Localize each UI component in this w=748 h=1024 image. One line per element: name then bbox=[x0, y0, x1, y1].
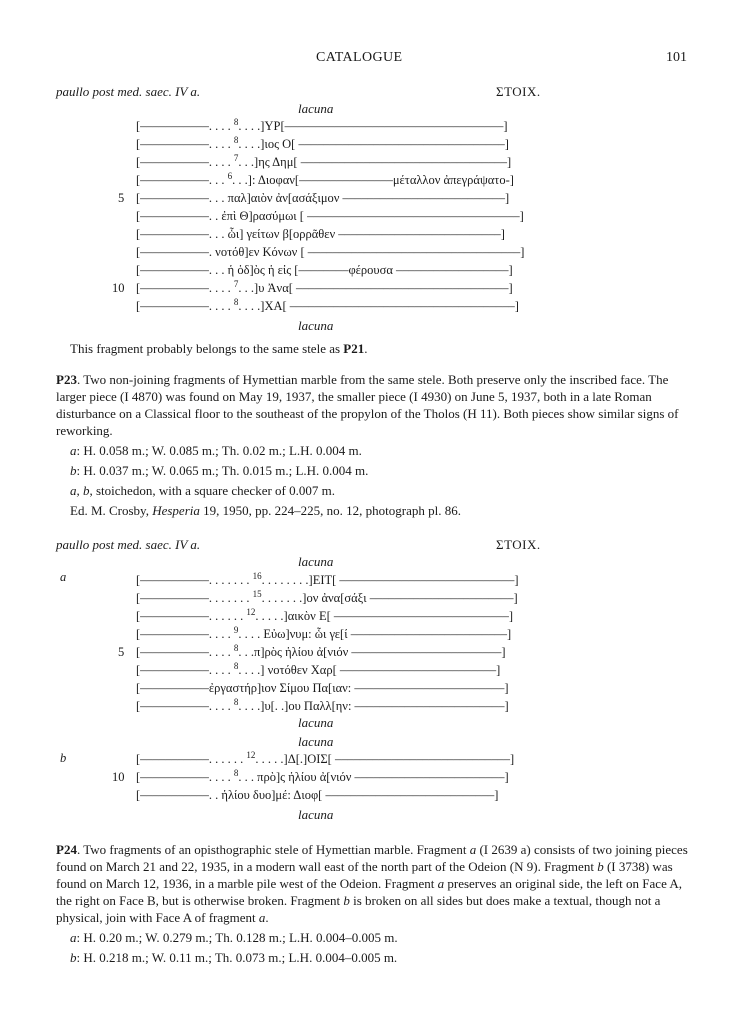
lacuna-label: lacuna bbox=[298, 101, 334, 116]
running-header: CATALOGUE bbox=[316, 50, 403, 65]
fragment-a-label: a bbox=[60, 570, 67, 584]
stoichedon-label: ΣΤΟΙΧ. bbox=[496, 84, 541, 99]
inscription-line: [–––––––––––. . . . $^8$. . . .] νοτόθεν Χαρ[ –––––––––––––––––––––––––] bbox=[136, 661, 501, 677]
inscription-line: [–––––––––––. . . . $^9$. . . . Εὐω]νυμ: ὧι γε[ί –––––––––––––––––––––––––] bbox=[136, 625, 512, 641]
line-number: 5 bbox=[118, 645, 125, 659]
letter-count: 16 bbox=[252, 571, 262, 581]
letter-count: 8 bbox=[233, 135, 239, 145]
inscription-line: [–––––––––––. . . . $^8$. . . .]υ[. .]ου Παλλ[ην: ––––––––––––––––––––––––] bbox=[136, 697, 509, 713]
lacuna-label: lacuna bbox=[298, 807, 334, 822]
letter-count: 12 bbox=[246, 607, 256, 617]
letter-count: 8 bbox=[233, 768, 239, 778]
inscription-line: [–––––––––––. . . . . . . $^{16}$. . . . . . . .]ΕΙΤ[ ––––––––––––––––––––––––––––] bbox=[136, 571, 519, 587]
letter-count: 8 bbox=[233, 297, 239, 307]
letter-count: 7 bbox=[233, 279, 239, 289]
inscription-line: [–––––––––––. . . . . . $^{12}$. . . . .]Δ[.]ΟΙΣ[ ––––––––––––––––––––––––––––] bbox=[136, 750, 515, 766]
entry-label: P24 bbox=[56, 842, 77, 857]
inscription-line: [–––––––––––. . . . $^7$. . .]ης Δημ[ –––––––––––––––––––––––––––––––––] bbox=[136, 153, 512, 169]
line-number: 5 bbox=[118, 191, 125, 205]
measurement-b: b: H. 0.218 m.; W. 0.11 m.; Th. 0.073 m.; L.H. 0.004–0.005 m. bbox=[70, 950, 398, 965]
inscription-line: [–––––––––––. . . . $^8$. . .π]ρὸς ἡλίου ἀ[νιόν ––––––––––––––––––––––––] bbox=[136, 643, 506, 659]
letter-count: 8 bbox=[233, 661, 239, 671]
measurement-a: a: H. 0.20 m.; W. 0.279 m.; Th. 0.128 m.; L.H. 0.004–0.005 m. bbox=[70, 930, 398, 945]
letter-count: 6 bbox=[227, 171, 233, 181]
inscription-line: [–––––––––––. . . . . . $^{12}$. . . . .]αικὸν Ε[ ––––––––––––––––––––––––––––] bbox=[136, 607, 514, 623]
line-number: 10 bbox=[112, 770, 125, 784]
fragment-note: This fragment probably belongs to the same stele as P21. bbox=[70, 341, 368, 356]
p23-description: P23. Two non-joining fragments of Hymettian marble from the same stele. Both preserve only the inscribed face. The larger piece (I 4870) was found on May 19, 1937, the smaller piece (I 4930) on June 5, 1937, both in a late Roman disturbance on a Classical floor to the southeast of the propylon of the Tholos (H 11). Both pieces show similar signs of reworking. bbox=[56, 372, 679, 438]
inscription-line: [–––––––––––ἐργαστήρ]ιον Σίμου Πα[ιαν: ––––––––––––––––––––––––] bbox=[136, 681, 509, 695]
inscription-line: [–––––––––––. νοτόθ]εν Κόνων [ ––––––––––––––––––––––––––––––––––] bbox=[136, 245, 525, 259]
inscription-line: [–––––––––––. . . παλ]αιὸν ἀν[ασάξιμον ––––––––––––––––––––––––––] bbox=[136, 191, 510, 205]
letter-count: 8 bbox=[233, 643, 239, 653]
inscription-line: [–––––––––––. . . $^6$. . .]: Διοφαν[–––––––––––––––μέταλλον ἀπεγράψατο-] bbox=[136, 171, 514, 187]
letter-count: 7 bbox=[233, 153, 239, 163]
letter-count: 15 bbox=[252, 589, 262, 599]
inscription-line: [–––––––––––. . . . $^8$. . . .]ιος Ο[ –––––––––––––––––––––––––––––––––] bbox=[136, 135, 509, 151]
date-label: paullo post med. saec. IV a. bbox=[56, 84, 201, 99]
page-number: 101 bbox=[666, 50, 687, 65]
inscription-line: [–––––––––––. . . ὧι] γείτων β[ορρᾶθεν ––––––––––––––––––––––––––] bbox=[136, 227, 505, 241]
lacuna-label: lacuna bbox=[298, 318, 334, 333]
inscription-line: [–––––––––––. . ἐπὶ Θ]ρασύμωι [ ––––––––––––––––––––––––––––––––––] bbox=[136, 209, 524, 223]
lacuna-label: lacuna bbox=[298, 554, 334, 569]
line-number: 10 bbox=[112, 281, 125, 295]
stoichedon-note: a, b, stoichedon, with a square checker of 0.007 m. bbox=[70, 483, 335, 498]
inscription-line: [–––––––––––. . . ἡ ὁδ]ὸς ἡ εἰς [––––––––φέρουσα ––––––––––––––––––] bbox=[136, 263, 513, 277]
p24-description: P24. Two fragments of an opisthographic stele of Hymettian marble. Fragment a (I 2639 a) consists of two joining pieces found on March 21 and 22, 1935, in a modern wall east of the north part of the Odeion (N 9). Fragment b (I 3738) was found on March 12, 1936, in a marble pile west of the Odeion. Fragment a preserves an original side, the left on Face A, the right on Face B, but is otherwise broken. Fragment b is broken on all sides but does make a textual, though not a physical, join with Face A of fragment a. bbox=[56, 842, 688, 925]
lacuna-label: lacuna bbox=[298, 715, 334, 730]
fragment-ref: P21 bbox=[343, 341, 365, 356]
date-label: paullo post med. saec. IV a. bbox=[56, 537, 201, 552]
letter-count: 12 bbox=[246, 750, 256, 760]
letter-count: 8 bbox=[233, 117, 239, 127]
letter-count: 9 bbox=[233, 625, 239, 635]
entry-label: P23 bbox=[56, 372, 77, 387]
inscription-line: [–––––––––––. . . . $^8$. . . .]ΥΡ[–––––––––––––––––––––––––––––––––––] bbox=[136, 117, 508, 133]
inscription-line: [–––––––––––. . . . $^7$. . .]υ Ἀνα[ ––––––––––––––––––––––––––––––––––] bbox=[136, 279, 513, 295]
inscription-line: [–––––––––––. . . . . . . $^{15}$. . . . . . .]ον ἀνα[σάξι –––––––––––––––––––––––] bbox=[136, 589, 518, 605]
edition-reference: Ed. M. Crosby, Hesperia 19, 1950, pp. 224–225, no. 12, photograph pl. 86. bbox=[70, 503, 461, 518]
measurement-b: b: H. 0.037 m.; W. 0.065 m.; Th. 0.015 m.; L.H. 0.004 m. bbox=[70, 463, 369, 478]
inscription-line: [–––––––––––. . . . $^8$. . . .]ΧΑ[ ––––––––––––––––––––––––––––––––––––] bbox=[136, 297, 519, 313]
inscription-line: [–––––––––––. . ἡλίου δυο]μέ: Διοφ[ –––––––––––––––––––––––––––] bbox=[136, 788, 499, 802]
inscription-line: [–––––––––––. . . . $^8$. . . πρὸ]ς ἡλίου ἀ[νιόν ––––––––––––––––––––––––] bbox=[136, 768, 509, 784]
fragment-b-label: b bbox=[60, 751, 67, 765]
letter-count: 8 bbox=[233, 697, 239, 707]
stoichedon-label: ΣΤΟΙΧ. bbox=[496, 537, 541, 552]
measurement-a: a: H. 0.058 m.; W. 0.085 m.; Th. 0.02 m.; L.H. 0.004 m. bbox=[70, 443, 362, 458]
lacuna-label: lacuna bbox=[298, 734, 334, 749]
